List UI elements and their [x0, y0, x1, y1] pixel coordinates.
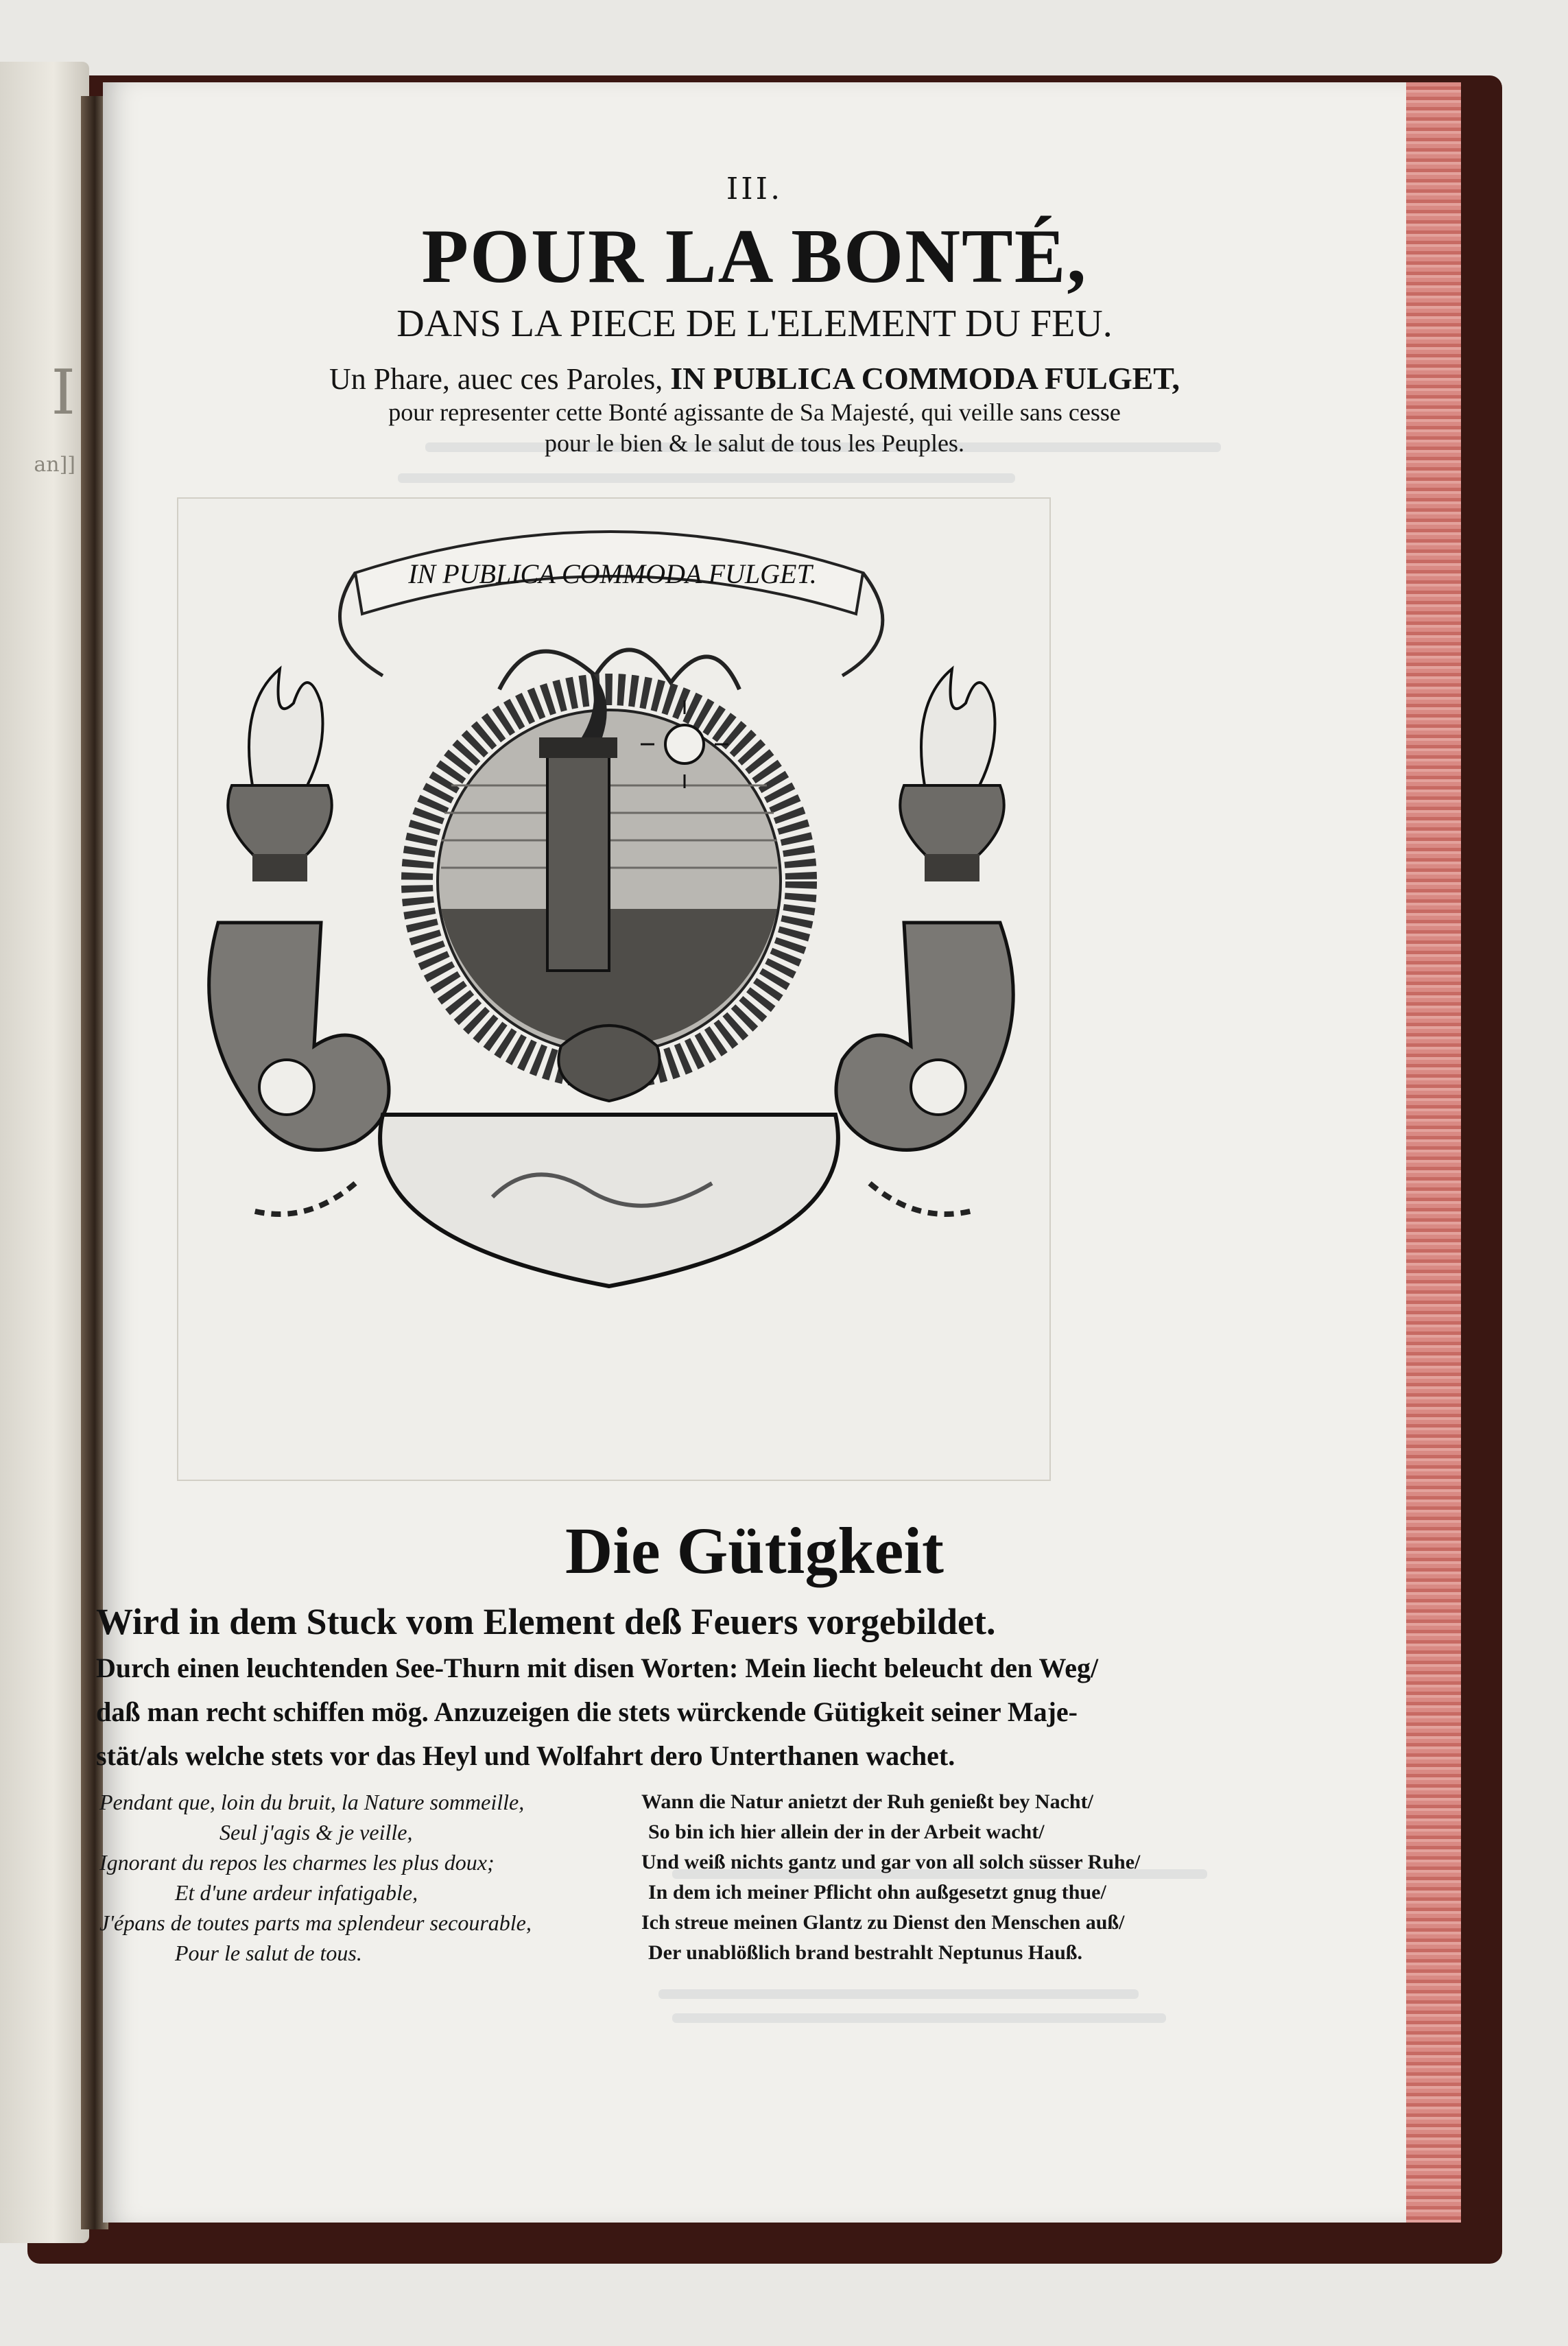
red-fore-edge: [1406, 82, 1461, 2223]
left-rosette: [259, 1060, 314, 1115]
poem-line: J'épans de toutes parts ma splendeur secourable,: [99, 1910, 532, 1935]
poem-line: Der unablößlich brand bestrahlt Neptunus Hauß.: [648, 1941, 1082, 1964]
right-scroll-ornament: [836, 923, 1013, 1150]
page-subtitle: DANS LA PIECE DE L'ELEMENT DU FEU.: [396, 303, 1113, 345]
german-line: Wird in dem Stuck vom Element deß Feuers vorgebildet.: [96, 1601, 996, 1642]
poem-line: Ignorant du repos les charmes les plus doux;: [99, 1850, 495, 1875]
poem-line: Wann die Natur anietzt der Ruh genießt bey Nacht/: [641, 1790, 1093, 1813]
poem-line: Pour le salut de tous.: [175, 1941, 362, 1965]
left-page: [0, 62, 89, 2243]
lighthouse-top: [539, 737, 617, 758]
lighthouse-tower: [547, 744, 609, 971]
poem-line: Ich streue meinen Glantz zu Dienst den Menschen auß/: [641, 1911, 1125, 1934]
bleed-through: [672, 2013, 1166, 2023]
poem-line: So bin ich hier allein der in der Arbeit wacht/: [648, 1821, 1045, 1843]
description-line: pour representer cette Bonté agissante de Sa Majesté, qui veille sans cesse: [388, 399, 1121, 426]
bleed-through: [398, 473, 1015, 483]
german-line: stät/als welche stets vor das Heyl und Wolfahrt dero Unterthanen wachet.: [96, 1740, 955, 1771]
section-number: III.: [726, 171, 783, 206]
left-urn: [228, 669, 331, 881]
german-poem: [641, 1787, 1190, 1968]
right-flame-icon: [921, 669, 995, 785]
german-line: Durch einen leuchtenden See-Thurn mit disen Worten: Mein liecht beleucht den Weg/: [96, 1652, 1099, 1683]
french-poem: [99, 1787, 648, 1968]
left-scroll-ornament: [209, 923, 389, 1150]
german-title: Die Gütigkeit: [565, 1514, 944, 1587]
sun-icon: [665, 725, 704, 763]
bleed-through: [658, 1989, 1139, 1999]
description-line: pour le bien & le salut de tous les Peuples.: [545, 429, 964, 457]
left-flame-icon: [249, 669, 323, 785]
banner-text: IN PUBLICA COMMODA FULGET.: [408, 558, 817, 589]
motto-text: IN PUBLICA COMMODA FULGET,: [670, 361, 1180, 396]
left-page-fragment: an]]: [34, 453, 75, 477]
poem-line: Und weiß nichts gantz und gar von all solch süsser Ruhe/: [641, 1851, 1141, 1873]
left-page-fragment: I: [51, 357, 75, 429]
page-title: POUR LA BONTÉ,: [421, 214, 1088, 299]
poem-line: In dem ich meiner Pflicht ohn außgesetzt gnug thue/: [648, 1881, 1106, 1904]
lighthouse-emblem: [177, 497, 1048, 1478]
right-urn: [900, 669, 1003, 881]
central-ornament: [558, 1026, 659, 1101]
poem-line: Et d'une ardeur infatigable,: [175, 1880, 418, 1905]
motto-line: [103, 360, 1406, 396]
german-line: daß man recht schiffen mög. Anzuzeigen die stets würckende Gütigkeit seiner Maje-: [96, 1696, 1078, 1727]
right-rosette: [911, 1060, 966, 1115]
poem-line: Seul j'agis & je veille,: [219, 1820, 413, 1845]
poem-line: Pendant que, loin du bruit, la Nature sommeille,: [99, 1790, 525, 1814]
motto-prefix: Un Phare, auec ces Paroles,: [329, 362, 663, 396]
